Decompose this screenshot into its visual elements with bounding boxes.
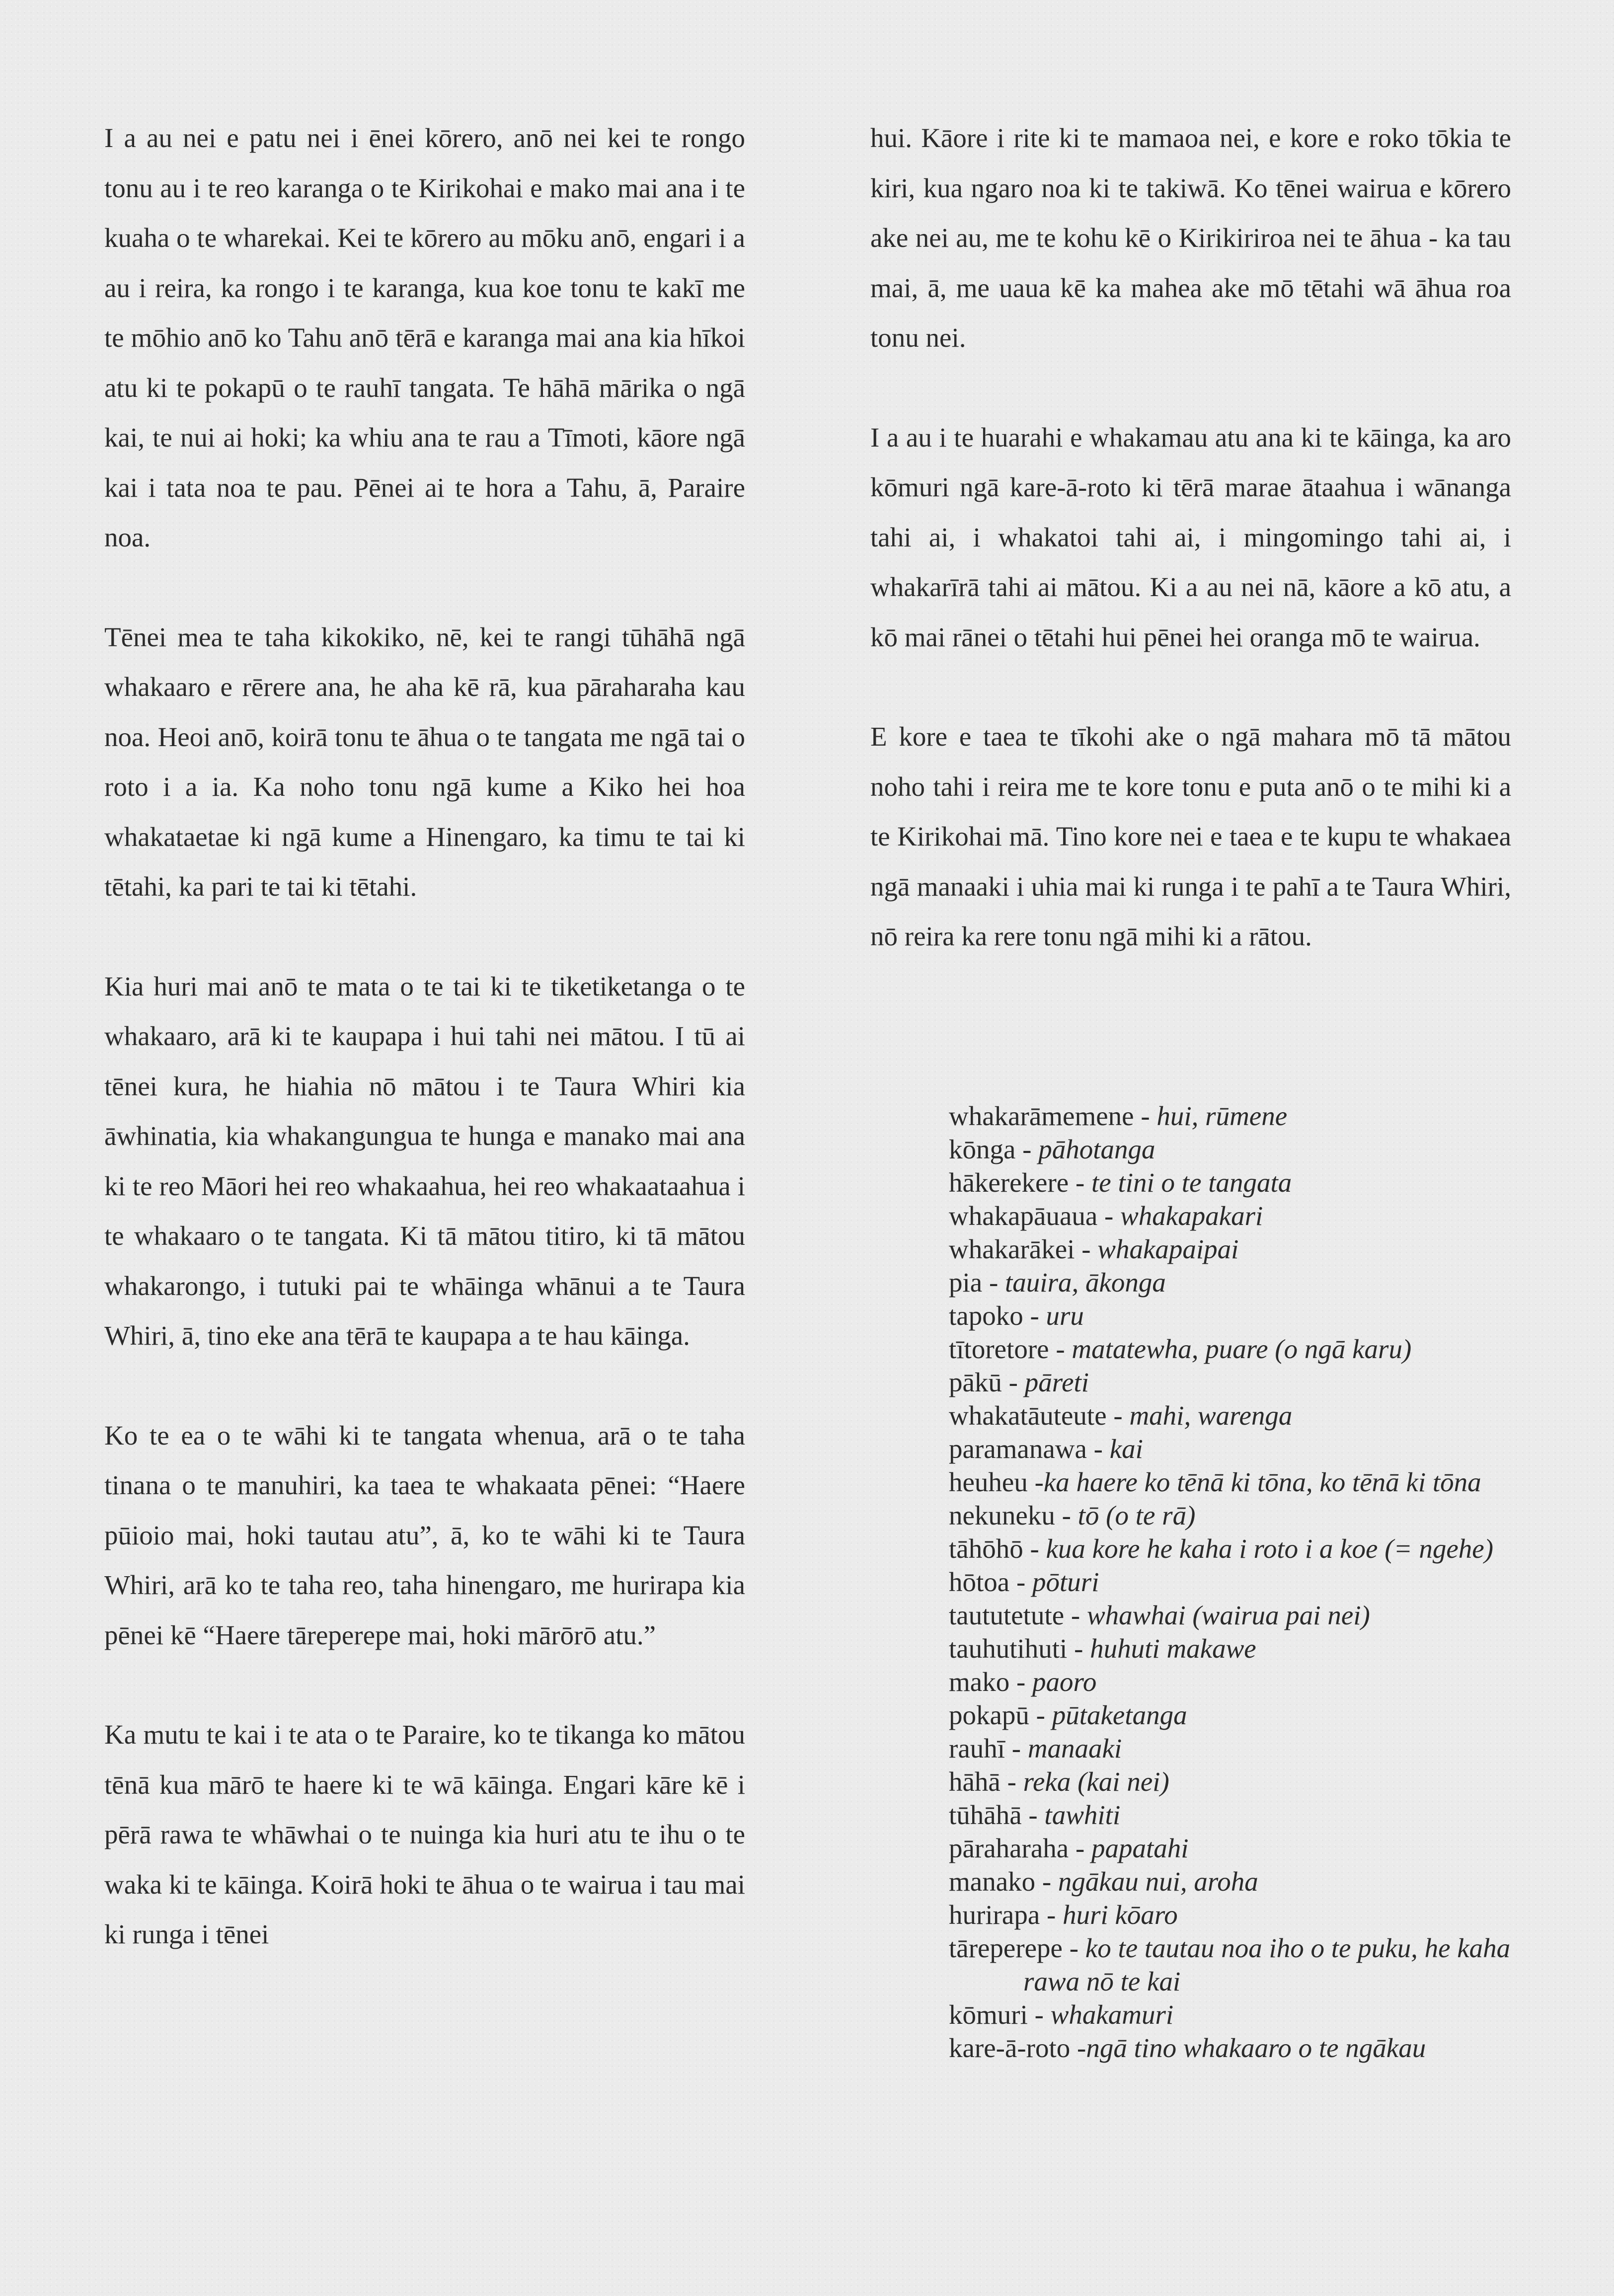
glossary-item: [949, 1432, 1520, 1465]
glossary-item: [949, 1399, 1520, 1432]
glossary-term: hurirapa -: [949, 1900, 1063, 1930]
glossary-term: tāhōhō -: [949, 1533, 1046, 1564]
glossary-item: [949, 1332, 1520, 1366]
glossary-term: manako -: [949, 1866, 1058, 1897]
glossary-definition: te tini o te tangata: [1091, 1167, 1292, 1198]
glossary-item: [949, 1632, 1520, 1665]
glossary-item: [949, 1832, 1520, 1865]
glossary-term: kōmuri -: [949, 1999, 1051, 2030]
glossary-item: [949, 1898, 1520, 1931]
paragraph: E kore e taea te tīkohi ake o ngā mahara mō tā mātou noho tahi i reira me te kore tonu e puta anō o te mihi ki a te Kirikohai mā. Tino kore nei e taea e te kupu te whakaea ngā manaaki i uhia mai ki runga i te pahī a te Taura Whiri, nō reira ka rere tonu ngā mihi ki a rātou.: [870, 721, 1511, 951]
glossary-definition: tō (o te rā): [1077, 1500, 1196, 1531]
glossary-item: [949, 1232, 1520, 1266]
glossary-definition: pāhotanga: [1038, 1134, 1155, 1164]
glossary-item: [949, 1133, 1520, 1166]
paragraph: I a au i te huarahi e whakamau atu ana ki te kāinga, ka aro kōmuri ngā kare-ā-roto ki tērā marae ātaahua i wānanga tahi ai, i whakatoi tahi ai, i mingomingo tahi ai, i whakarīrā tahi ai mātou. Ki a au nei nā, kāore a kō atu, a kō mai rānei o tētahi hui pēnei hei oranga mō te wairua.: [870, 422, 1511, 652]
glossary-definition: matatewha, puare (o ngā karu): [1072, 1334, 1412, 1364]
glossary-term: whakarāmemene -: [949, 1101, 1157, 1131]
glossary-definition: papatahi: [1091, 1833, 1189, 1863]
glossary-term: whakarākei -: [949, 1234, 1098, 1264]
glossary-item: [949, 1698, 1520, 1732]
glossary-item: [949, 1931, 1520, 1998]
glossary-term: hōtoa -: [949, 1567, 1033, 1597]
glossary-item: [949, 1532, 1520, 1565]
glossary-term: pāraharaha -: [949, 1833, 1092, 1863]
glossary-item: [949, 1665, 1520, 1698]
glossary-term: tūhāhā -: [949, 1800, 1045, 1830]
glossary-term: tauhutihuti -: [949, 1633, 1090, 1664]
glossary-term: taututetute -: [949, 1600, 1087, 1630]
glossary-item: [949, 1099, 1520, 1133]
glossary-term: hākerekere -: [949, 1167, 1092, 1198]
glossary-item: [949, 1199, 1520, 1232]
glossary-definition: tawhiti: [1044, 1800, 1121, 1830]
glossary-term: heuheu -: [949, 1467, 1044, 1497]
glossary-definition: ka haere ko tēnā ki tōna, ko tēnā ki tōna: [1043, 1467, 1481, 1497]
glossary-item: [949, 2031, 1520, 2065]
glossary-item: [949, 1865, 1520, 1898]
glossary-definition: mahi, warenga: [1129, 1400, 1293, 1431]
glossary-definition: reka (kai nei): [1023, 1766, 1169, 1797]
glossary-term: nekuneku -: [949, 1500, 1078, 1531]
glossary-item: [949, 1166, 1520, 1199]
glossary-term: tītoretore -: [949, 1334, 1072, 1364]
paragraph: Kia huri mai anō te mata o te tai ki te tiketiketanga o te whakaaro, arā ki te kaupapa i hui tahi nei mātou. I tū ai tēnei kura, he hiahia nō mātou i te Taura Whiri kia āwhinatia, kia whakangungua te hunga e manako mai ana ki te reo Māori hei reo whakaahua, hei reo whakaataahua i te whakaaro o te tangata. Ki tā mātou titiro, ki tā mātou whakarongo, i tutuki pai te whāinga whānui a te Taura Whiri, ā, tino eke ana tērā te kaupapa a te hau kāinga.: [104, 971, 745, 1351]
glossary-definition: paoro: [1032, 1667, 1097, 1697]
glossary-item: [949, 1765, 1520, 1798]
glossary-list: [949, 1099, 1520, 2065]
paragraph: Ka mutu te kai i te ata o te Paraire, ko te tikanga ko mātou tēnā kua mārō te haere ki te wā kāinga. Engari kāre kē i pērā rawa te whāwhai o te nuinga kia huri atu te ihu o te waka ki te kāinga. Koirā hoki te āhua o te wairua i tau mai ki runga i tēnei: [104, 1719, 745, 1949]
paragraph: Ko te ea o te wāhi ki te tangata whenua, arā o te taha tinana o te manuhiri, ka taea te whakaata pēnei: “Haere pūioio mai, hoki tautau atu”, ā, ko te wāhi ki te Taura Whiri, arā ko te taha reo, taha hinengaro, me hurirapa kia pēnei kē “Haere tāreperepe mai, hoki mārōrō atu.”: [104, 1420, 745, 1650]
left-column: [104, 113, 745, 2009]
glossary-term: tāreperepe -: [949, 1933, 1085, 1963]
glossary-item: [949, 1299, 1520, 1332]
glossary-definition: pāreti: [1024, 1367, 1089, 1397]
glossary-definition: whakapaipai: [1097, 1234, 1239, 1264]
glossary-item: [949, 1465, 1520, 1499]
glossary-term: pākū -: [949, 1367, 1025, 1397]
glossary-definition: tauira, ākonga: [1005, 1267, 1166, 1298]
paragraph: Tēnei mea te taha kikokiko, nē, kei te rangi tūhāhā ngā whakaaro e rērere ana, he aha kē rā, kua pāraharaha kau noa. Heoi anō, koirā tonu te āhua o te tangata me ngā tai o roto i a ia. Ka noho tonu ngā kume a Kiko hei hoa whakataetae ki ngā kume a Hinengaro, ka timu te tai ki tētahi, ka pari te tai ki tētahi.: [104, 621, 745, 902]
glossary-definition: kai: [1109, 1434, 1143, 1464]
paragraph: hui. Kāore i rite ki te mamaoa nei, e kore e roko tōkia te kiri, kua ngaro noa ki te takiwā. Ko tēnei wairua e kōrero ake nei au, me te kohu kē o Kirikiriroa nei te āhua - ka tau mai, ā, me uaua kē ka mahea ake mō tētahi wā āhua roa tonu nei.: [870, 123, 1511, 353]
glossary-definition: whakamuri: [1050, 1999, 1174, 2030]
glossary-item: [949, 1732, 1520, 1765]
glossary-definition: pōturi: [1032, 1567, 1099, 1597]
glossary-item: [949, 1998, 1520, 2031]
glossary-definition: uru: [1046, 1301, 1084, 1331]
glossary-definition: ngā tino whakaaro o te ngākau: [1086, 2033, 1426, 2063]
glossary-term: whakatāuteute -: [949, 1400, 1130, 1431]
glossary-definition: whakapakari: [1120, 1201, 1263, 1231]
right-column: [870, 113, 1511, 1011]
glossary-item: [949, 1599, 1520, 1632]
glossary-definition: kua kore he kaha i roto i a koe (= ngehe): [1046, 1533, 1494, 1564]
paragraph: I a au nei e patu nei i ēnei kōrero, anō nei kei te rongo tonu au i te reo karanga o te Kirikohai e mako mai ana i te kuaha o te wharekai. Kei te kōrero au mōku anō, engari i a au i reira, ka rongo i te karanga, kua koe tonu te kakī me te mōhio anō ko Tahu anō tērā e karanga mai ana kia hīkoi atu ki te pokapū o te rauhī tangata. Te hāhā mārika o ngā kai, te nui ai hoki; ka whiu ana te rau a Tīmoti, kāore ngā kai i tata noa te pau. Pēnei ai te hora a Tahu, ā, Paraire noa.: [104, 123, 745, 552]
glossary-item: [949, 1266, 1520, 1299]
glossary-definition: ko te tautau noa iho o te puku, he kaha rawa nō te kai: [1023, 1933, 1511, 1996]
glossary-term: pia -: [949, 1267, 1005, 1298]
glossary-definition: ngākau nui, aroha: [1058, 1866, 1258, 1897]
glossary-definition: manaaki: [1027, 1733, 1122, 1763]
glossary-term: kare-ā-roto -: [949, 2033, 1086, 2063]
glossary-term: mako -: [949, 1667, 1033, 1697]
glossary-term: tapoko -: [949, 1301, 1046, 1331]
glossary-term: paramanawa -: [949, 1434, 1110, 1464]
glossary-term: rauhī -: [949, 1733, 1028, 1763]
glossary-item: [949, 1798, 1520, 1832]
glossary-definition: whawhai (wairua pai nei): [1086, 1600, 1370, 1630]
glossary-definition: huri kōaro: [1063, 1900, 1178, 1930]
glossary-term: whakapāuaua -: [949, 1201, 1121, 1231]
glossary-definition: pūtaketanga: [1052, 1700, 1187, 1730]
glossary-item: [949, 1366, 1520, 1399]
glossary-term: pokapū -: [949, 1700, 1052, 1730]
glossary-item: [949, 1499, 1520, 1532]
glossary-definition: hui, rūmene: [1156, 1101, 1288, 1131]
glossary-item: [949, 1565, 1520, 1599]
glossary-term: kōnga -: [949, 1134, 1039, 1164]
glossary-term: hāhā -: [949, 1766, 1023, 1797]
glossary-definition: huhuti makawe: [1090, 1633, 1256, 1664]
